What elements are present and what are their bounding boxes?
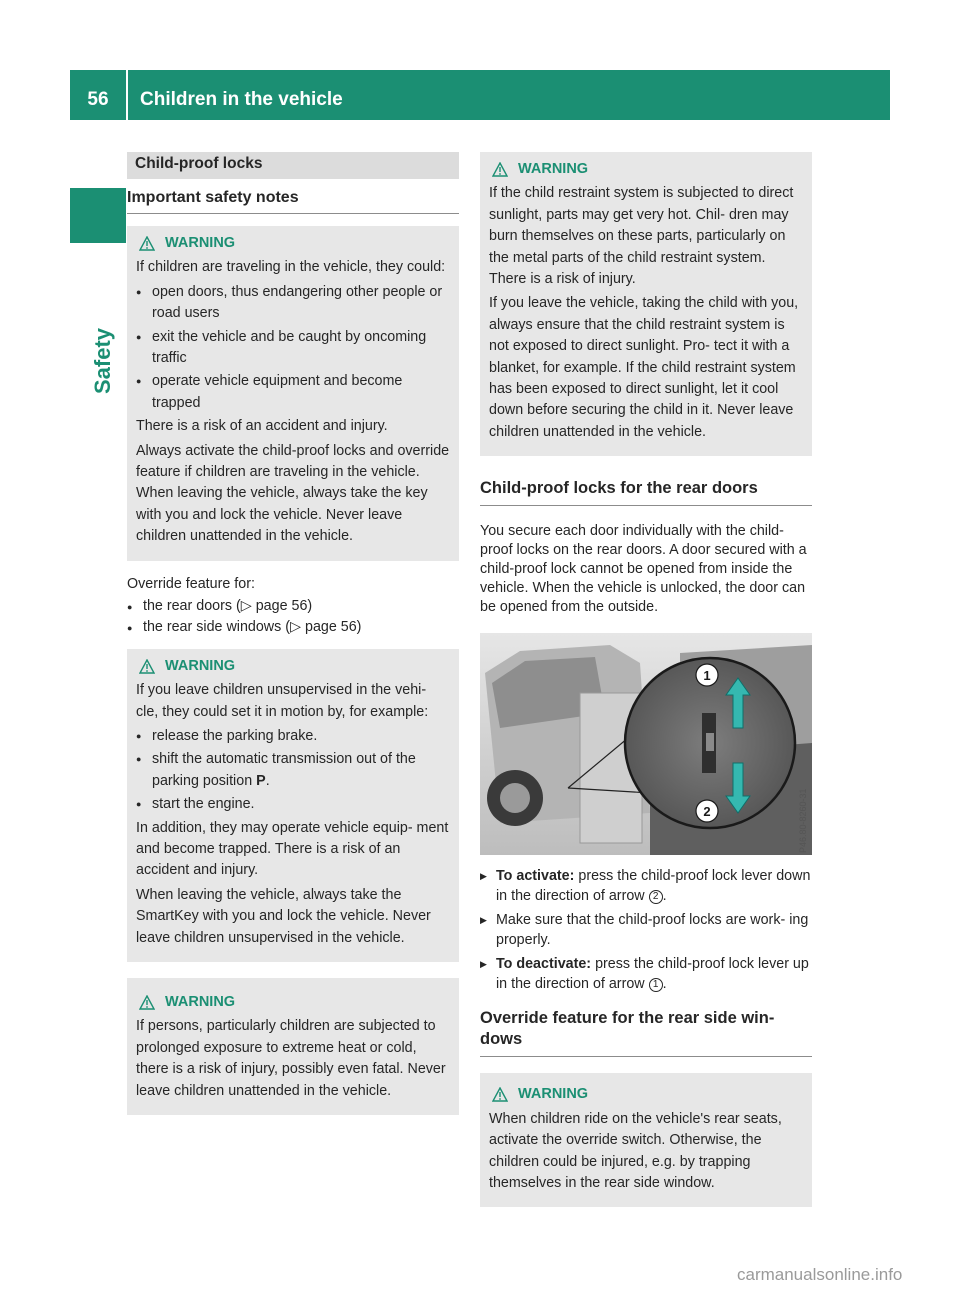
warning-box-heat [127, 978, 459, 1115]
callout-1: 1 [703, 668, 711, 684]
arrow-number-1: 1 [649, 978, 663, 992]
warning-bullets [136, 282, 452, 414]
warning-triangle-icon [492, 1087, 508, 1102]
step-deactivate: ▶ To deactivate: press the child-proof lock lever up in the direction of arrow 1 . [480, 955, 812, 994]
list-item: ● the rear side windows (▷ page 56) [127, 618, 459, 637]
page-link[interactable]: page 56) [255, 597, 313, 614]
header-divider [126, 70, 128, 120]
warning-box-override [480, 1073, 812, 1207]
list-item: ● open doors, thus endangering other people or road users [136, 282, 452, 325]
subheading-rear-doors: Child-proof locks for the rear doors [480, 478, 812, 506]
list-item: ● the rear doors (▷ page 56) [127, 597, 459, 616]
warning-heading: WARNING [489, 159, 805, 180]
warning-bullets [136, 726, 452, 816]
page-ref-arrow-icon: ▷ [240, 597, 252, 614]
left-column [127, 152, 459, 1115]
warning-heading: WARNING [136, 656, 452, 677]
warning-text: If you leave children unsupervised in the vehi- cle, they could set it in motion by, for example: [136, 682, 429, 720]
page-link[interactable]: page 56) [305, 618, 362, 635]
warning-heading: WARNING [136, 992, 452, 1013]
page-ref-arrow-icon: ▷ [290, 618, 302, 635]
step-activate: ▶ To activate: press the child-proof lock lever down in the direction of arrow 2 . [480, 867, 812, 906]
figure-code: P46.80-8260-31 [798, 788, 808, 854]
list-item: ● operate vehicle equipment and become trapped [136, 371, 452, 414]
warning-box-unsupervised [127, 649, 459, 962]
warning-box-children [127, 226, 459, 561]
side-tab-label: Safety [90, 327, 115, 395]
warning-text: Always activate the child-proof locks and override feature if children are traveling in the vehicle. When leaving the vehicle, always take the key with you and lock the vehicle. Never leave children unattended in the vehicle. [136, 442, 450, 545]
chapter-title: Children in the vehicle [140, 89, 343, 110]
watermark: carmanualsonline.info [737, 1265, 903, 1284]
warning-text: When children ride on the vehicle's rear seats, activate the override switch. Otherwise, the children could be injured, e.g. by trapping themselves in the rear side window. [489, 1110, 782, 1191]
subheading-safety-notes: Important safety notes [127, 189, 459, 214]
warning-triangle-icon [139, 995, 155, 1010]
gear-position: P [256, 772, 266, 789]
right-column [480, 152, 812, 1207]
rear-doors-text: You secure each door individually with the child-proof locks on the rear doors. A door secured with a child-proof lock cannot be opened from inside the vehicle. When the vehicle is unlocked, the door can be opened from the outside. [480, 523, 807, 616]
warning-text: If you leave the vehicle, taking the child with you, always ensure that the child restraint system is not exposed to direct sunlight. Pro- tect it with a blanket, for example. If the child restraint system has been exposed to direct sunlight, let it cool down before securing the child in it. Never leave children unattended in the vehicle. [489, 295, 799, 440]
arrow-number-2: 2 [649, 890, 663, 904]
list-item: ● release the parking brake. [136, 726, 452, 747]
warning-triangle-icon [492, 162, 508, 177]
warning-triangle-icon [139, 659, 155, 674]
instruction-steps [480, 867, 812, 994]
warning-text: There is a risk of an accident and injury. [136, 418, 388, 435]
warning-box-sunlight [480, 152, 812, 456]
warning-text: If children are traveling in the vehicle, they could: [136, 259, 446, 276]
page-number: 56 [87, 89, 109, 110]
warning-text: If persons, particularly children are subjected to prolonged exposure to extreme heat or cold, there is a risk of injury, possibly even fatal. Never leave children unattended in the vehicle. [136, 1018, 446, 1099]
door-lock-illustration [480, 633, 812, 855]
section-title: Child-proof locks [127, 152, 459, 179]
warning-heading: WARNING [489, 1084, 805, 1105]
list-item: ● shift the automatic transmission out of the parking position P. [136, 749, 452, 792]
override-list [127, 597, 459, 637]
warning-text: In addition, they may operate vehicle equip- ment and become trapped. There is a risk of an accident and injury. [136, 819, 449, 879]
callout-2: 2 [703, 804, 711, 820]
warning-triangle-icon [139, 236, 155, 251]
warning-text: If the child restraint system is subjected to direct sunlight, parts may get very hot. Chil- dren may burn themselves on these parts, particularly on the metal parts of the child restraint system. There is a risk of injury. [489, 185, 794, 288]
warning-text: When leaving the vehicle, always take the SmartKey with you and lock the vehicle. Never leave children unsupervised in the vehicle. [136, 886, 431, 946]
override-intro: Override feature for: [127, 575, 255, 592]
side-tab-marker [70, 188, 126, 243]
warning-heading: WARNING [136, 233, 452, 254]
subheading-rear-windows: Override feature for the rear side win- dows [480, 1008, 812, 1057]
vehicle-door-image [480, 633, 812, 855]
list-item: ● start the engine. [136, 794, 452, 815]
step-check: ▶ Make sure that the child-proof locks are work- ing properly. [480, 911, 812, 950]
list-item: ● exit the vehicle and be caught by oncoming traffic [136, 327, 452, 370]
